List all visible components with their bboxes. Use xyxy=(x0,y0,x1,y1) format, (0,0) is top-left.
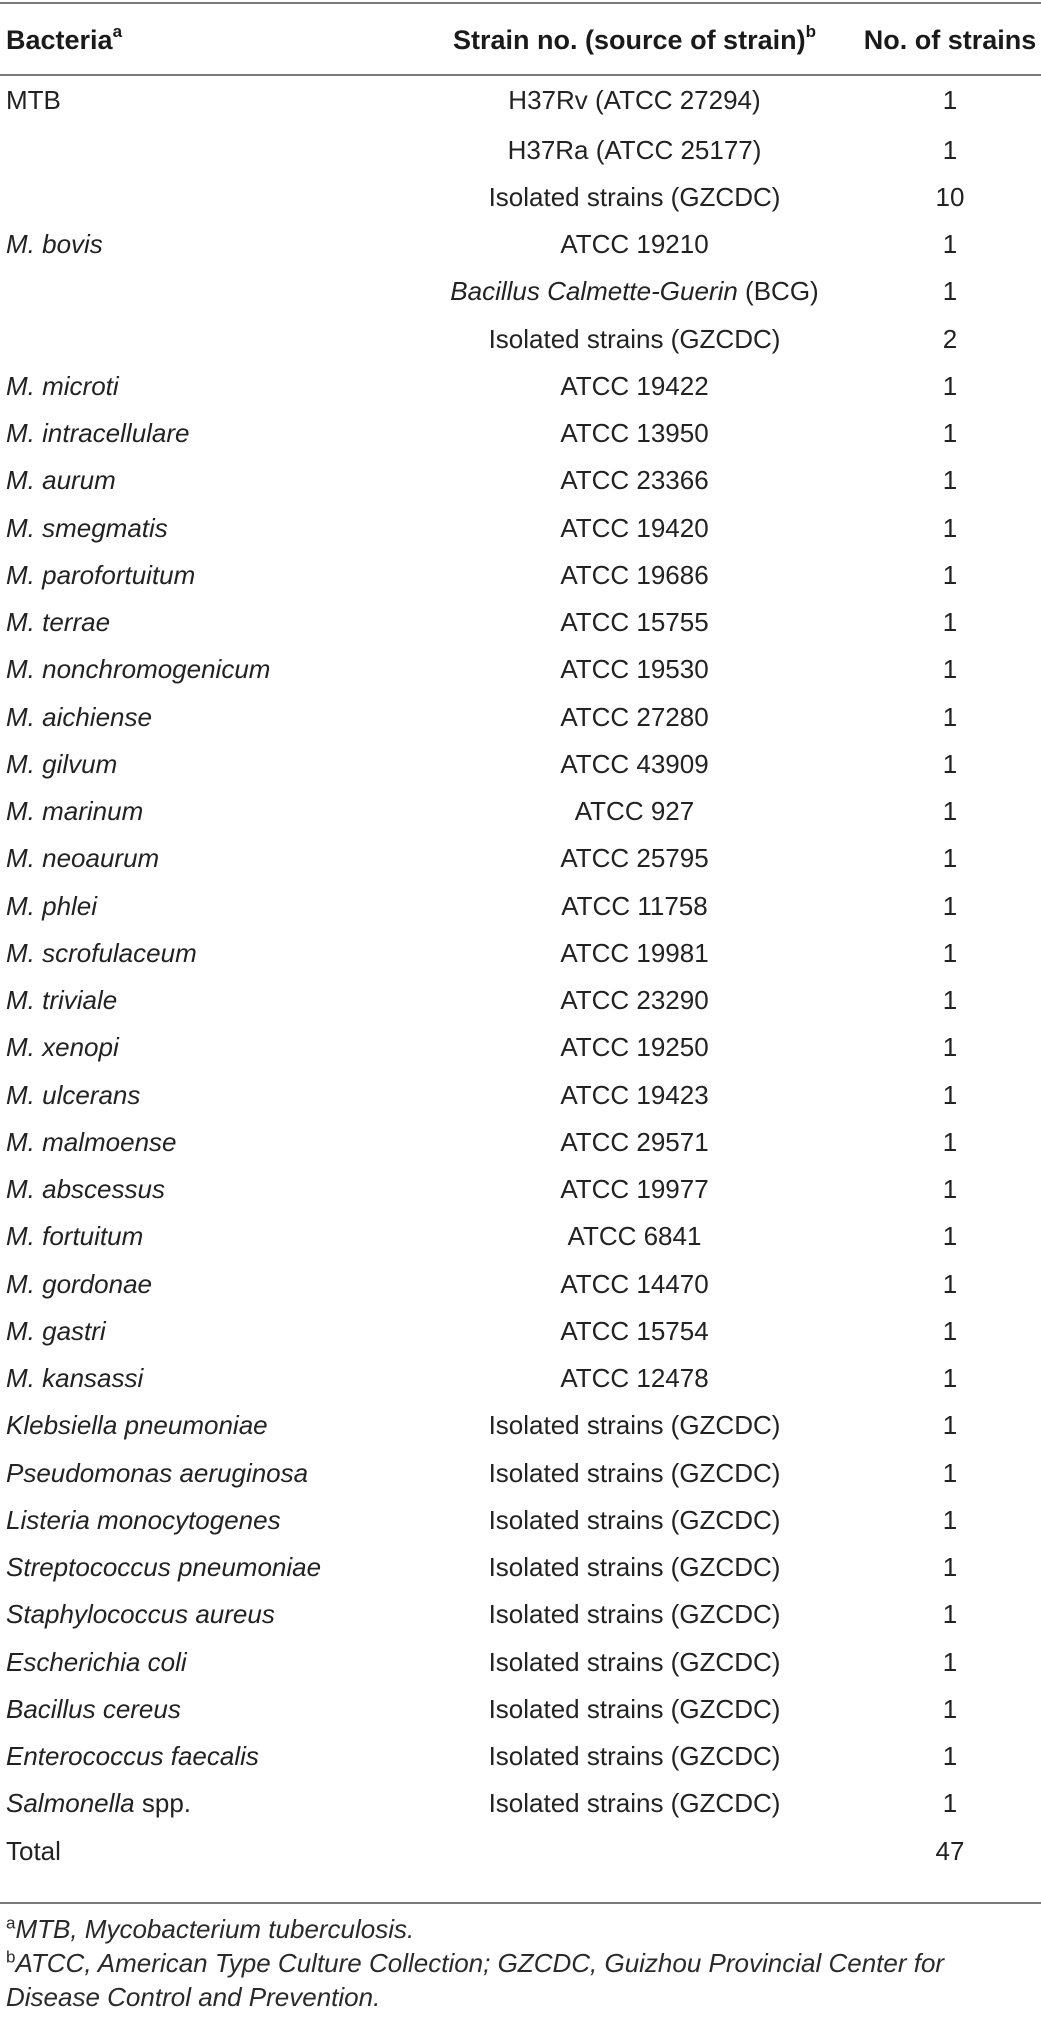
cell-bacteria: M. kansassi xyxy=(6,1363,144,1394)
cell-strain xyxy=(394,599,819,646)
table-row xyxy=(0,1544,1041,1591)
strain-text-part: Isolated strains (GZCDC) xyxy=(488,1646,781,1677)
cell-count: 1 xyxy=(942,559,958,590)
table-row xyxy=(0,126,1041,173)
table-row xyxy=(0,74,1041,126)
cell-strain xyxy=(394,362,819,409)
table-row xyxy=(0,221,1041,268)
table-row xyxy=(0,1638,1041,1685)
strain-text-part: H37Rv (ATCC 27294) xyxy=(508,85,761,115)
cell-bacteria xyxy=(0,268,394,315)
strain-text-part: ATCC 11758 xyxy=(561,890,708,921)
table-row xyxy=(0,1166,1041,1213)
table-row xyxy=(0,1402,1041,1449)
cell-bacteria: MTB xyxy=(6,85,61,115)
footnote-a-marker: a xyxy=(6,1913,16,1933)
strain-text-part: ATCC 19210 xyxy=(560,229,709,260)
strain-text-part: Isolated strains (GZCDC) xyxy=(488,1788,781,1819)
cell-count: 1 xyxy=(942,1079,958,1110)
footnote-a xyxy=(6,1912,1036,1946)
table-row xyxy=(0,1449,1041,1496)
footnote-marker-b: b xyxy=(805,21,816,41)
table-row xyxy=(0,362,1041,409)
strain-text-part: Isolated strains (GZCDC) xyxy=(488,1599,781,1630)
table-row xyxy=(0,693,1041,740)
cell-bacteria xyxy=(0,1780,394,1827)
cell-bacteria: M. malmoense xyxy=(6,1126,177,1157)
cell-strain xyxy=(394,1307,819,1354)
header-bacteria xyxy=(0,6,394,74)
strain-text-part: ATCC 19422 xyxy=(560,370,709,401)
cell-strain xyxy=(394,1544,819,1591)
table-footnotes xyxy=(6,1912,1036,2014)
table-top-rule xyxy=(0,2,1041,4)
cell-count: 1 xyxy=(942,85,958,115)
cell-strain xyxy=(394,551,819,598)
cell-bacteria: M. gilvum xyxy=(6,748,118,779)
table-row xyxy=(0,173,1041,220)
bacteria-name-part: spp. xyxy=(134,1788,192,1819)
cell-bacteria: M. gastri xyxy=(6,1315,106,1346)
cell-strain xyxy=(394,1591,819,1638)
cell-count: 1 xyxy=(942,512,958,543)
strain-text-part: ATCC 12478 xyxy=(560,1363,709,1394)
cell-bacteria: M. xenopi xyxy=(6,1032,119,1063)
cell-strain xyxy=(394,646,819,693)
table-header xyxy=(0,6,1041,74)
cell-strain xyxy=(394,221,819,268)
table-row xyxy=(0,599,1041,646)
cell-strain xyxy=(394,1213,819,1260)
table-row xyxy=(0,1071,1041,1118)
cell-strain xyxy=(394,1166,819,1213)
strain-text-part: Isolated strains (GZCDC) xyxy=(488,1457,781,1488)
strain-text-part: ATCC 927 xyxy=(574,796,695,827)
cell-bacteria: M. aurum xyxy=(6,465,116,496)
cell-strain xyxy=(394,1024,819,1071)
cell-bacteria: M. fortuitum xyxy=(6,1221,144,1252)
cell-bacteria: Pseudomonas aeruginosa xyxy=(6,1457,309,1488)
cell-bacteria: M. scrofulaceum xyxy=(6,937,197,968)
table-row xyxy=(0,1780,1041,1827)
cell-count: 1 xyxy=(942,1599,958,1630)
cell-count: 1 xyxy=(942,418,958,449)
cell-strain xyxy=(394,835,819,882)
cell-strain xyxy=(394,74,819,126)
cell-strain xyxy=(394,1638,819,1685)
strain-text-part: ATCC 19530 xyxy=(560,654,709,685)
header-strain-label: Strain no. (source of strain) xyxy=(453,24,806,55)
table-row xyxy=(0,1260,1041,1307)
cell-count: 1 xyxy=(942,654,958,685)
cell-strain xyxy=(394,1260,819,1307)
cell-bacteria: M. terrae xyxy=(6,607,111,638)
cell-bacteria xyxy=(0,173,394,220)
cell-strain xyxy=(394,410,819,457)
cell-bacteria: Streptococcus pneumoniae xyxy=(6,1552,322,1583)
cell-strain xyxy=(394,1402,819,1449)
cell-count: 1 xyxy=(942,1457,958,1488)
cell-bacteria: M. abscessus xyxy=(6,1174,165,1205)
table-row xyxy=(0,1733,1041,1780)
cell-strain xyxy=(394,504,819,551)
table-row xyxy=(0,1496,1041,1543)
cell-bacteria: Bacillus cereus xyxy=(6,1693,181,1724)
cell-count: 1 xyxy=(942,134,958,165)
cell-bacteria xyxy=(0,126,394,173)
cell-bacteria: M. bovis xyxy=(6,229,103,260)
strain-text-part: Isolated strains (GZCDC) xyxy=(488,1504,781,1535)
cell-bacteria: Total xyxy=(6,1835,61,1866)
table-row xyxy=(0,1591,1041,1638)
cell-count: 1 xyxy=(942,1410,958,1441)
strain-text-part: ATCC 43909 xyxy=(560,748,709,779)
cell-bacteria: M. intracellulare xyxy=(6,418,190,449)
cell-bacteria: Enterococcus faecalis xyxy=(6,1741,259,1772)
strain-text-part: ATCC 6841 xyxy=(567,1221,702,1252)
cell-count: 1 xyxy=(942,1693,958,1724)
cell-bacteria: M. parofortuitum xyxy=(6,559,196,590)
cell-strain xyxy=(394,315,819,362)
cell-bacteria: M. smegmatis xyxy=(6,512,168,543)
cell-bacteria: M. triviale xyxy=(6,985,118,1016)
strain-text-part: H37Ra (ATCC 25177) xyxy=(507,134,762,165)
strain-text-part: ATCC 19423 xyxy=(560,1079,709,1110)
strain-text-part: ATCC 27280 xyxy=(560,701,709,732)
cell-count: 47 xyxy=(935,1835,965,1866)
cell-count: 1 xyxy=(942,796,958,827)
footnote-a-text: MTB, Mycobacterium tuberculosis. xyxy=(15,1914,415,1944)
strain-text-part: ATCC 19981 xyxy=(560,937,709,968)
cell-bacteria: Listeria monocytogenes xyxy=(6,1504,281,1535)
table-row xyxy=(0,504,1041,551)
bacteria-name-part: Salmonella xyxy=(6,1788,135,1819)
footnote-b-text: ATCC, American Type Culture Collection; GZCDC, Guizhou Provincial Center for Disease Control and Prevention. xyxy=(6,1948,945,2012)
cell-bacteria: M. microti xyxy=(6,370,119,401)
strain-text-part: ATCC 19250 xyxy=(560,1032,709,1063)
cell-strain xyxy=(394,1496,819,1543)
cell-strain xyxy=(394,882,819,929)
table-row xyxy=(0,410,1041,457)
cell-strain xyxy=(394,693,819,740)
table-row xyxy=(0,1355,1041,1402)
footnote-b xyxy=(6,1946,1036,2014)
strain-text-part: ATCC 15755 xyxy=(560,607,709,638)
cell-count: 1 xyxy=(942,1032,958,1063)
cell-strain xyxy=(394,1780,819,1827)
table-bottom-rule xyxy=(0,1902,1041,1904)
cell-count: 1 xyxy=(942,1363,958,1394)
strain-text-part: Isolated strains (GZCDC) xyxy=(488,1410,781,1441)
cell-strain xyxy=(394,173,819,220)
cell-bacteria: M. phlei xyxy=(6,890,98,921)
cell-strain xyxy=(394,977,819,1024)
strain-text-part: Isolated strains (GZCDC) xyxy=(488,1741,781,1772)
cell-strain xyxy=(394,788,819,835)
table-row xyxy=(0,268,1041,315)
cell-count: 1 xyxy=(942,276,958,307)
cell-strain xyxy=(394,1733,819,1780)
cell-count: 1 xyxy=(942,1174,958,1205)
cell-strain xyxy=(394,929,819,976)
table-row xyxy=(0,835,1041,882)
cell-strain xyxy=(394,1118,819,1165)
cell-count: 1 xyxy=(942,701,958,732)
cell-bacteria: Klebsiella pneumoniae xyxy=(6,1410,268,1441)
strain-text-part: ATCC 19686 xyxy=(560,559,709,590)
strain-text-part: Bacillus Calmette-Guerin xyxy=(450,276,738,307)
header-row xyxy=(0,6,1041,74)
strain-text-part: ATCC 23290 xyxy=(560,985,709,1016)
strain-text-part: Isolated strains (GZCDC) xyxy=(488,1552,781,1583)
cell-bacteria: M. ulcerans xyxy=(6,1079,141,1110)
cell-bacteria: M. neoaurum xyxy=(6,843,160,874)
cell-count: 1 xyxy=(942,890,958,921)
cell-bacteria: M. aichiense xyxy=(6,701,152,732)
table-body xyxy=(0,74,1041,1874)
strain-text-part: ATCC 19977 xyxy=(560,1174,709,1205)
table-row xyxy=(0,646,1041,693)
strain-text-part: Isolated strains (GZCDC) xyxy=(488,323,781,354)
table-row xyxy=(0,882,1041,929)
cell-strain xyxy=(394,1827,819,1874)
table-row xyxy=(0,1827,1041,1874)
cell-count: 1 xyxy=(942,985,958,1016)
strain-text-part: Isolated strains (GZCDC) xyxy=(488,181,781,212)
header-strain xyxy=(394,6,819,74)
cell-count: 1 xyxy=(942,607,958,638)
cell-strain xyxy=(394,1449,819,1496)
strain-text-part: ATCC 23366 xyxy=(560,465,709,496)
cell-count: 1 xyxy=(942,1552,958,1583)
cell-count: 1 xyxy=(942,843,958,874)
strain-text-part: ATCC 15754 xyxy=(560,1315,709,1346)
cell-count: 1 xyxy=(942,1315,958,1346)
table-row xyxy=(0,1213,1041,1260)
table-row xyxy=(0,1685,1041,1732)
cell-strain xyxy=(394,1355,819,1402)
cell-count: 1 xyxy=(942,1504,958,1535)
header-count-label: No. of strains xyxy=(863,24,1037,55)
cell-count: 1 xyxy=(942,1646,958,1677)
cell-strain xyxy=(394,1071,819,1118)
cell-bacteria: M. gordonae xyxy=(6,1268,152,1299)
table-row xyxy=(0,929,1041,976)
table-row xyxy=(0,1118,1041,1165)
table-row xyxy=(0,740,1041,787)
table-row xyxy=(0,315,1041,362)
header-bacteria-label: Bacteria xyxy=(6,24,113,55)
table-row xyxy=(0,457,1041,504)
footnote-b-marker: b xyxy=(6,1947,16,1967)
strain-text-part: ATCC 25795 xyxy=(560,843,709,874)
table-row xyxy=(0,977,1041,1024)
cell-count: 2 xyxy=(942,323,958,354)
cell-strain xyxy=(394,126,819,173)
cell-strain xyxy=(394,1685,819,1732)
cell-strain xyxy=(394,740,819,787)
strain-text-part: (BCG) xyxy=(737,276,819,307)
strain-text-part: ATCC 13950 xyxy=(560,418,709,449)
cell-count: 1 xyxy=(942,1221,958,1252)
cell-strain xyxy=(394,268,819,315)
cell-count: 1 xyxy=(942,937,958,968)
cell-bacteria: M. nonchromogenicum xyxy=(6,654,271,685)
header-count xyxy=(819,6,1041,74)
cell-bacteria: M. marinum xyxy=(6,796,144,827)
cell-count: 1 xyxy=(942,1268,958,1299)
table-row xyxy=(0,1024,1041,1071)
cell-count: 1 xyxy=(942,465,958,496)
footnote-marker-a: a xyxy=(112,21,123,41)
table-row xyxy=(0,551,1041,598)
strain-text-part: ATCC 14470 xyxy=(560,1268,709,1299)
strains-table xyxy=(0,6,1041,1874)
cell-strain xyxy=(394,457,819,504)
cell-count: 1 xyxy=(942,748,958,779)
table-row xyxy=(0,1307,1041,1354)
cell-bacteria: Escherichia coli xyxy=(6,1646,187,1677)
table-row xyxy=(0,788,1041,835)
cell-count: 1 xyxy=(942,229,958,260)
strain-text-part: ATCC 19420 xyxy=(560,512,709,543)
strain-text-part: Isolated strains (GZCDC) xyxy=(488,1693,781,1724)
cell-count: 1 xyxy=(942,1741,958,1772)
cell-count: 1 xyxy=(942,1788,958,1819)
strain-text-part: ATCC 29571 xyxy=(560,1126,709,1157)
cell-count: 1 xyxy=(942,1126,958,1157)
cell-bacteria xyxy=(0,315,394,362)
cell-count: 1 xyxy=(942,370,958,401)
cell-count: 10 xyxy=(935,181,965,212)
cell-bacteria: Staphylococcus aureus xyxy=(6,1599,275,1630)
